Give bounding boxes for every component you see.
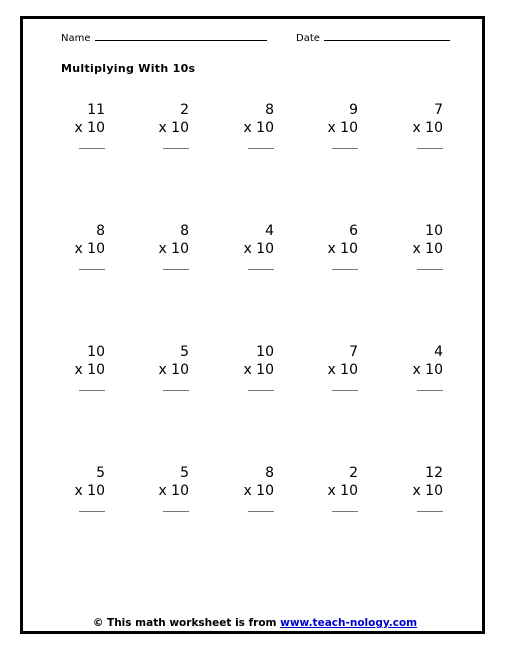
- problem-3: [230, 102, 274, 162]
- problem-1: [61, 102, 105, 162]
- problem-top-number: 2: [349, 465, 358, 481]
- problem-2: [145, 102, 189, 162]
- answer-line[interactable]: [79, 148, 105, 149]
- problem-operator: x 10: [74, 362, 105, 378]
- answer-line[interactable]: [163, 148, 189, 149]
- problem-20: [399, 465, 443, 525]
- problem-top-number: 5: [180, 465, 189, 481]
- footer-text: © This math worksheet is from: [92, 617, 277, 629]
- problem-top-number: 8: [265, 465, 274, 481]
- problem-operator: x 10: [243, 241, 274, 257]
- problem-top-number: 11: [87, 102, 105, 118]
- problem-top-number: 8: [265, 102, 274, 118]
- problem-operator: x 10: [327, 483, 358, 499]
- answer-line[interactable]: [163, 511, 189, 512]
- problem-operator: x 10: [158, 241, 189, 257]
- problem-operator: x 10: [74, 120, 105, 136]
- footer-credit: [0, 617, 510, 629]
- problem-operator: x 10: [412, 362, 443, 378]
- problem-top-number: 10: [87, 344, 105, 360]
- problem-top-number: 12: [425, 465, 443, 481]
- answer-line[interactable]: [417, 148, 443, 149]
- problem-operator: x 10: [412, 241, 443, 257]
- problem-operator: x 10: [243, 120, 274, 136]
- problem-top-number: 8: [96, 223, 105, 239]
- problem-operator: x 10: [158, 483, 189, 499]
- problem-operator: x 10: [243, 483, 274, 499]
- problem-top-number: 10: [256, 344, 274, 360]
- answer-line[interactable]: [163, 390, 189, 391]
- answer-line[interactable]: [79, 269, 105, 270]
- answer-line[interactable]: [248, 269, 274, 270]
- worksheet-title: Multiplying With 10s: [61, 62, 196, 75]
- answer-line[interactable]: [332, 269, 358, 270]
- problem-operator: x 10: [327, 241, 358, 257]
- answer-line[interactable]: [248, 390, 274, 391]
- date-field[interactable]: [296, 31, 450, 44]
- problem-top-number: 8: [180, 223, 189, 239]
- name-label: Name: [61, 33, 91, 44]
- problem-11: [61, 344, 105, 404]
- problem-top-number: 9: [349, 102, 358, 118]
- problem-operator: x 10: [412, 483, 443, 499]
- answer-line[interactable]: [248, 511, 274, 512]
- problem-13: [230, 344, 274, 404]
- problem-10: [399, 223, 443, 283]
- problem-top-number: 7: [434, 102, 443, 118]
- problem-top-number: 4: [434, 344, 443, 360]
- problem-operator: x 10: [327, 362, 358, 378]
- date-blank-line[interactable]: [324, 31, 450, 41]
- problem-top-number: 5: [180, 344, 189, 360]
- footer-link[interactable]: www.teach-nology.com: [280, 617, 418, 629]
- problem-8: [230, 223, 274, 283]
- problem-14: [314, 344, 358, 404]
- answer-line[interactable]: [79, 390, 105, 391]
- problem-operator: x 10: [412, 120, 443, 136]
- problem-16: [61, 465, 105, 525]
- problem-9: [314, 223, 358, 283]
- answer-line[interactable]: [163, 269, 189, 270]
- answer-line[interactable]: [248, 148, 274, 149]
- name-blank-line[interactable]: [95, 31, 267, 41]
- problem-operator: x 10: [158, 120, 189, 136]
- problem-operator: x 10: [158, 362, 189, 378]
- problem-operator: x 10: [243, 362, 274, 378]
- problem-top-number: 7: [349, 344, 358, 360]
- problem-15: [399, 344, 443, 404]
- answer-line[interactable]: [79, 511, 105, 512]
- problem-top-number: 5: [96, 465, 105, 481]
- answer-line[interactable]: [417, 390, 443, 391]
- problem-19: [314, 465, 358, 525]
- name-field[interactable]: [61, 31, 267, 44]
- problem-4: [314, 102, 358, 162]
- problem-operator: x 10: [74, 483, 105, 499]
- problem-18: [230, 465, 274, 525]
- problem-top-number: 4: [265, 223, 274, 239]
- problem-17: [145, 465, 189, 525]
- answer-line[interactable]: [332, 390, 358, 391]
- problem-operator: x 10: [74, 241, 105, 257]
- answer-line[interactable]: [332, 148, 358, 149]
- answer-line[interactable]: [417, 269, 443, 270]
- problem-top-number: 2: [180, 102, 189, 118]
- problem-6: [61, 223, 105, 283]
- problem-5: [399, 102, 443, 162]
- problem-12: [145, 344, 189, 404]
- date-label: Date: [296, 33, 320, 44]
- answer-line[interactable]: [417, 511, 443, 512]
- problem-operator: x 10: [327, 120, 358, 136]
- problem-7: [145, 223, 189, 283]
- problem-top-number: 10: [425, 223, 443, 239]
- problem-top-number: 6: [349, 223, 358, 239]
- answer-line[interactable]: [332, 511, 358, 512]
